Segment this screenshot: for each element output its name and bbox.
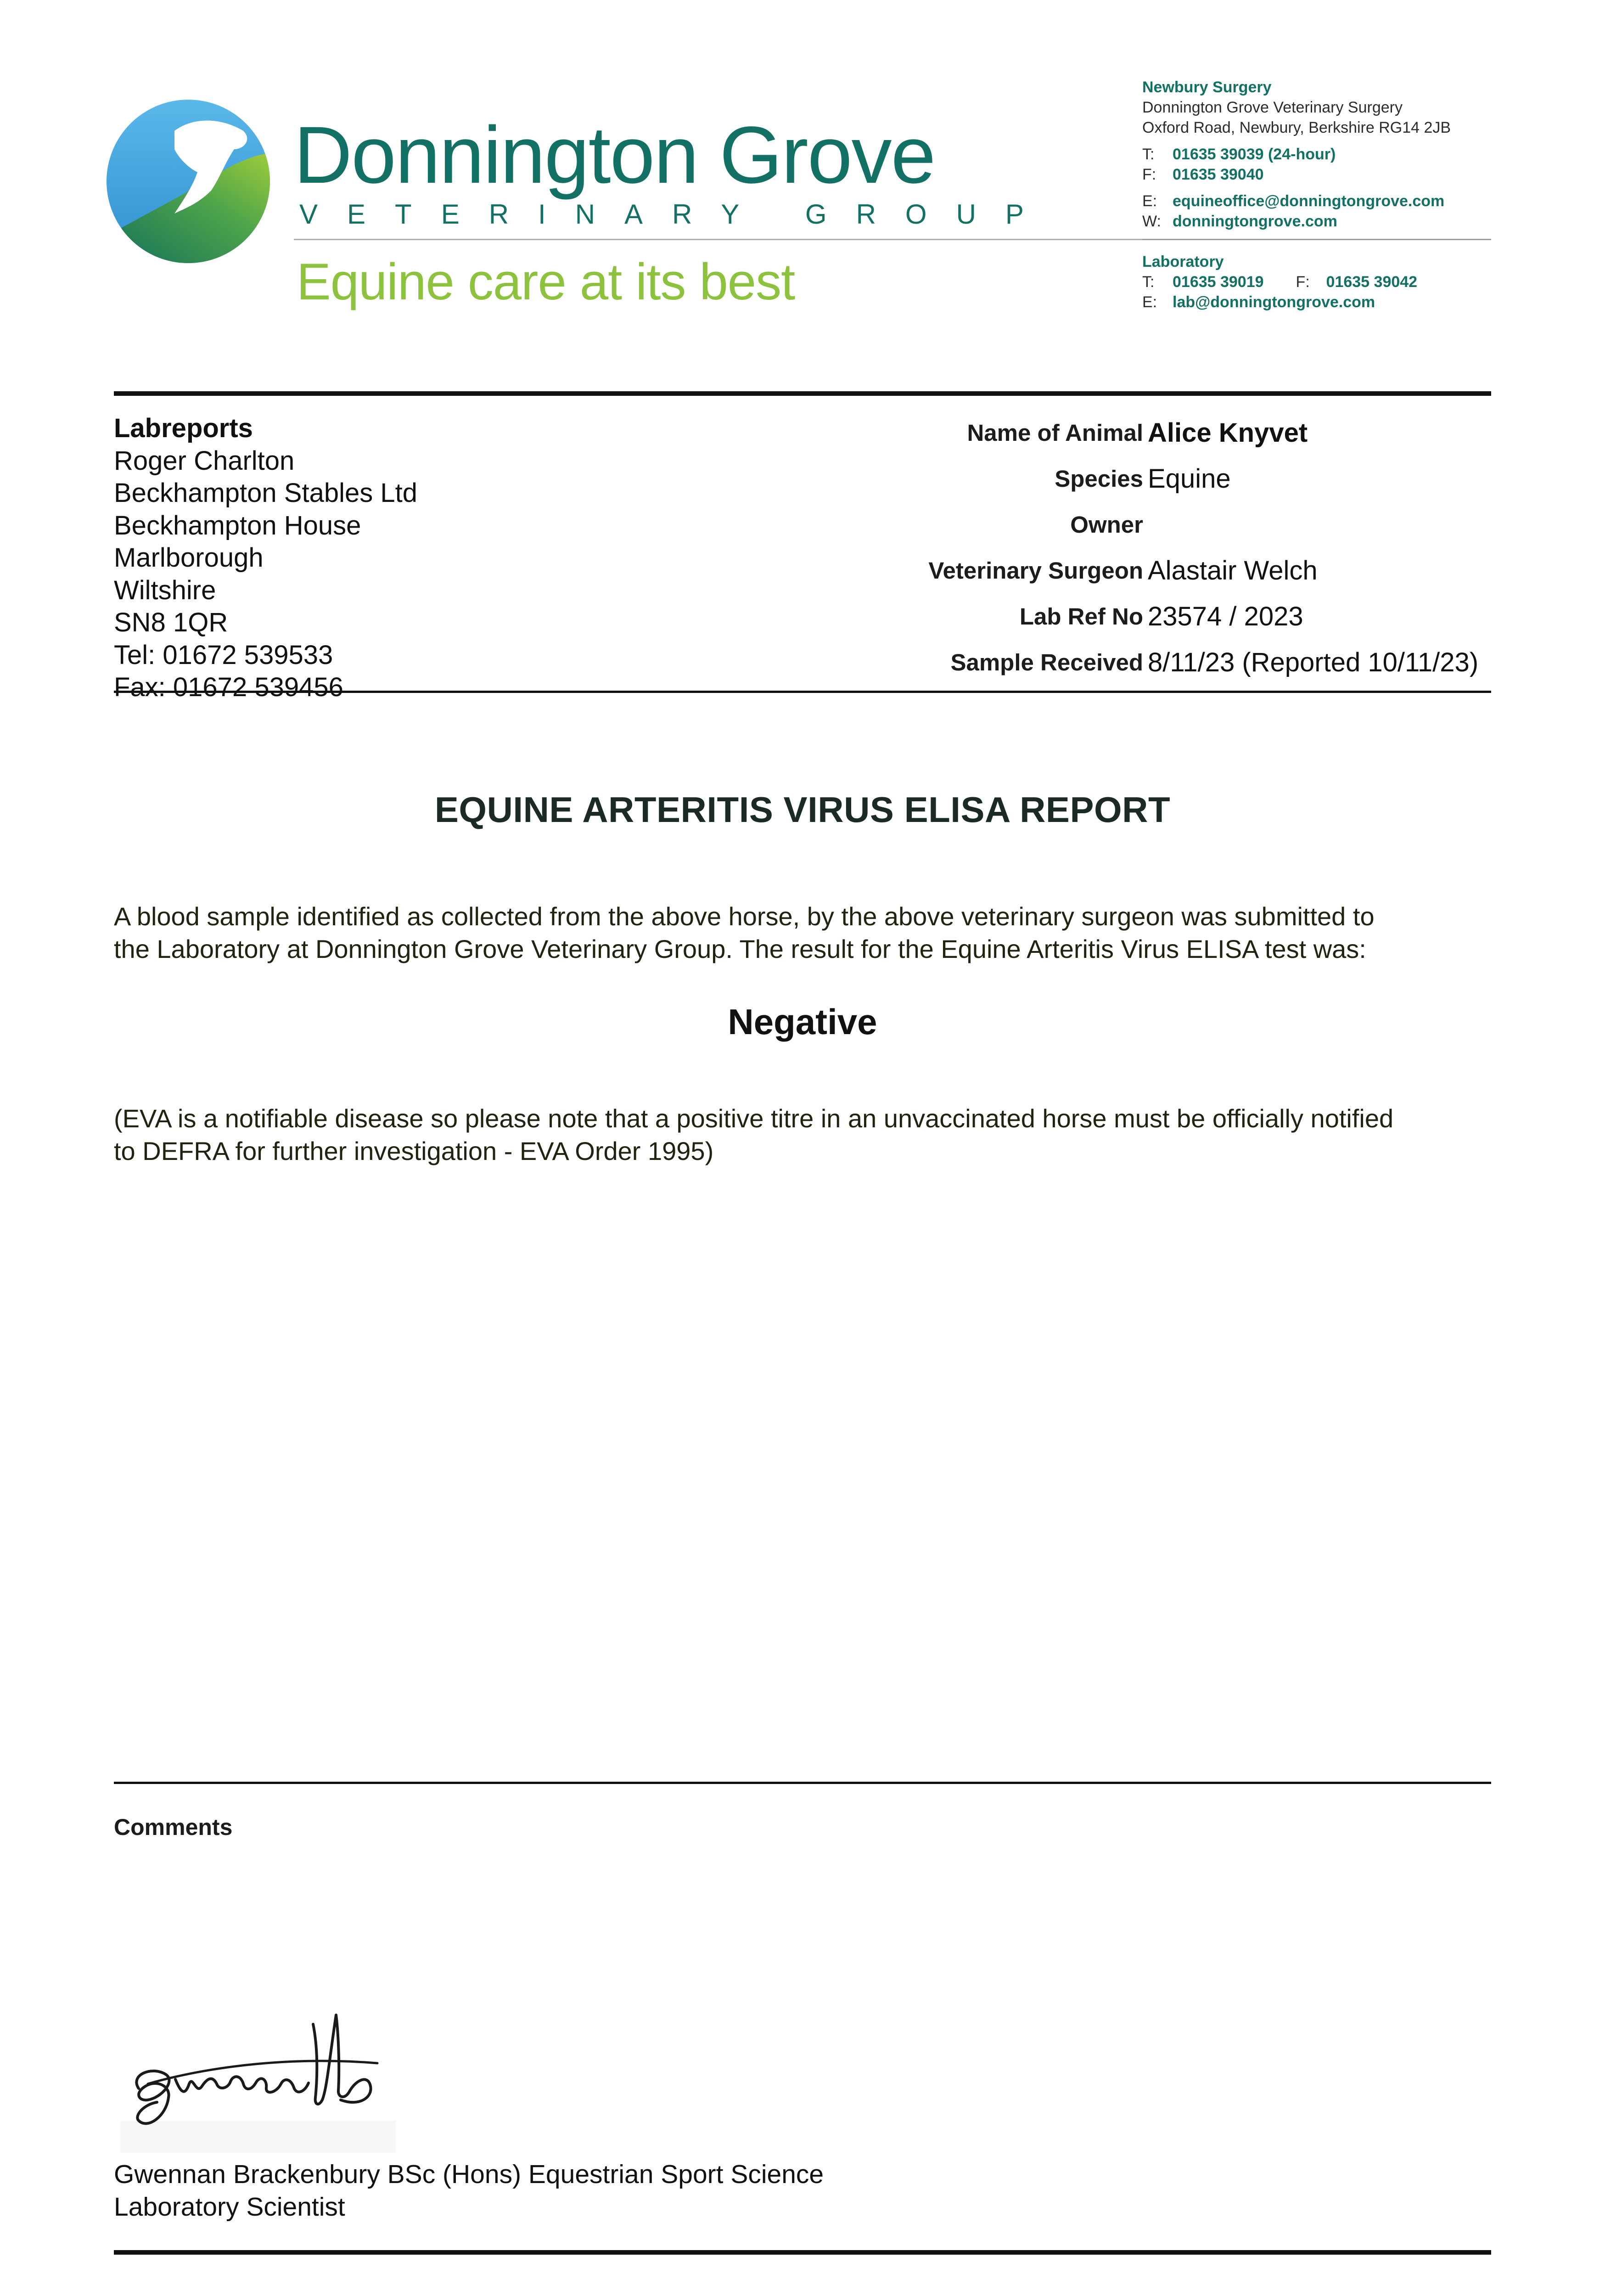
recipient-address xyxy=(114,412,527,702)
address-line: Roger Charlton xyxy=(114,445,295,476)
brand-subtitle: VETERINARY GROUP xyxy=(299,199,1053,230)
detail-value: Alice Knyvet xyxy=(1148,418,1308,448)
surgery-fax: 01635 39040 xyxy=(1173,166,1264,183)
brand-tagline: Equine care at its best xyxy=(297,253,795,310)
header-rule-top xyxy=(114,391,1491,396)
detail-row-sample-received xyxy=(780,640,1492,686)
footer-rule xyxy=(114,2250,1491,2255)
lab-fax: 01635 39042 xyxy=(1326,273,1418,291)
lab-tel-label: T: xyxy=(1142,273,1155,291)
detail-label: Species xyxy=(1055,466,1143,492)
report-title: EQUINE ARTERITIS VIRUS ELISA REPORT xyxy=(434,789,1171,830)
detail-value: Alastair Welch xyxy=(1148,556,1318,585)
address-line: Fax: 01672 539456 xyxy=(114,672,343,702)
lab-tel[interactable]: 01635 39019 xyxy=(1173,273,1264,291)
detail-label: Lab Ref No xyxy=(1019,603,1143,630)
laboratory-heading: Laboratory xyxy=(1142,253,1224,270)
recipient-title: Labreports xyxy=(114,413,253,443)
surgery-email-label: E: xyxy=(1142,192,1157,210)
report-intro xyxy=(114,900,1500,965)
lab-email-label: E: xyxy=(1142,293,1157,311)
comments-label: Comments xyxy=(114,1814,233,1840)
surgery-fax-label: F: xyxy=(1142,166,1156,183)
brand-divider xyxy=(294,239,1143,240)
surgery-web-label: W: xyxy=(1142,213,1161,230)
lab-email-link[interactable]: lab@donningtongrove.com xyxy=(1173,293,1375,311)
detail-label: Name of Animal xyxy=(967,420,1143,446)
surgery-contact-block xyxy=(1142,77,1451,231)
detail-row-owner xyxy=(780,502,1492,548)
detail-value: 8/11/23 (Reported 10/11/23) xyxy=(1148,647,1479,677)
address-line: Wiltshire xyxy=(114,575,216,605)
detail-value: 23574 / 2023 xyxy=(1148,602,1303,631)
surgery-tel[interactable]: 01635 39039 (24-hour) xyxy=(1173,146,1336,163)
signatory-role: Laboratory Scientist xyxy=(114,2192,345,2222)
surgery-website-link[interactable]: donningtongrove.com xyxy=(1173,213,1337,230)
detail-label: Veterinary Surgeon xyxy=(928,557,1143,584)
surgery-address: Oxford Road, Newbury, Berkshire RG14 2JB xyxy=(1142,119,1451,136)
detail-label: Sample Received xyxy=(950,649,1143,675)
surgery-heading: Newbury Surgery xyxy=(1142,79,1272,96)
address-line: Marlborough xyxy=(114,543,264,573)
address-line: Tel: 01672 539533 xyxy=(114,640,333,670)
intro-line: the Laboratory at Donnington Grove Veterinary Group. The result for the Equine Arteritis Virus ELISA test was: xyxy=(114,934,1366,963)
donnington-grove-logo-icon xyxy=(106,99,271,264)
detail-row-veterinary-surgeon xyxy=(780,548,1492,594)
test-result: Negative xyxy=(728,1002,877,1042)
comments-rule xyxy=(114,1782,1491,1784)
surgery-tel-label: T: xyxy=(1142,146,1155,163)
detail-value: Equine xyxy=(1148,464,1231,494)
detail-row-lab-ref xyxy=(780,594,1492,640)
detail-label: Owner xyxy=(1070,512,1143,538)
signatory-block xyxy=(114,2158,824,2223)
surgery-name: Donnington Grove Veterinary Surgery xyxy=(1142,99,1403,116)
lab-fax-label: F: xyxy=(1296,273,1310,291)
address-line: SN8 1QR xyxy=(114,608,228,637)
note-line: to DEFRA for further investigation - EVA Order 1995) xyxy=(114,1137,714,1165)
note-line: (EVA is a notifiable disease so please note that a positive titre in an unvaccinated horse must be officially notified xyxy=(114,1104,1394,1133)
detail-row-animal-name xyxy=(780,410,1492,456)
address-line: Beckhampton House xyxy=(114,510,361,540)
surgery-email-link[interactable]: equineoffice@donningtongrove.com xyxy=(1173,192,1445,210)
handwritten-signature-icon xyxy=(120,2006,396,2157)
notifiable-disease-note xyxy=(114,1102,1500,1167)
detail-row-species xyxy=(780,456,1492,502)
intro-line: A blood sample identified as collected from the above horse, by the above veterinary surgeon was submitted to xyxy=(114,902,1375,931)
laboratory-contact-block xyxy=(1142,252,1417,312)
contact-divider xyxy=(1142,239,1491,240)
signatory-name: Gwennan Brackenbury BSc (Hons) Equestrian Sport Science xyxy=(114,2160,824,2189)
brand-name: Donnington Grove xyxy=(294,110,935,200)
address-line: Beckhampton Stables Ltd xyxy=(114,478,417,508)
